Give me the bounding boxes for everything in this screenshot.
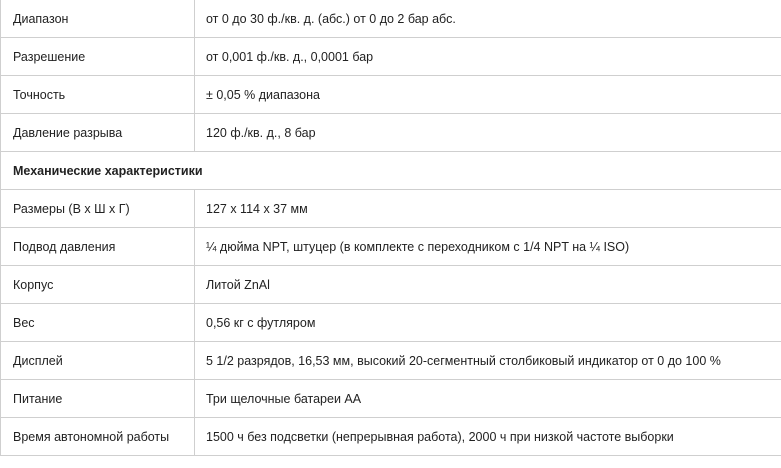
spec-row-resolution <box>1 38 781 76</box>
spec-value: от 0,001 ф./кв. д., 0,0001 бар <box>195 38 781 76</box>
spec-value: 5 1/2 разрядов, 16,53 мм, высокий 20-сегментный столбиковый индикатор от 0 до 100 % <box>195 342 781 380</box>
spec-row-dimensions <box>1 190 781 228</box>
spec-row-range <box>1 0 781 38</box>
spec-value: ¼ дюйма NPT, штуцер (в комплекте с переходником с 1/4 NPT на ¼ ISO) <box>195 228 781 266</box>
spec-row-burst-pressure <box>1 114 781 152</box>
section-header-mechanical <box>1 152 781 190</box>
spec-label: Питание <box>1 380 195 418</box>
spec-label: Дисплей <box>1 342 195 380</box>
spec-label: Размеры (В x Ш x Г) <box>1 190 195 228</box>
spec-row-power <box>1 380 781 418</box>
spec-value: 120 ф./кв. д., 8 бар <box>195 114 781 152</box>
spec-value: 1500 ч без подсветки (непрерывная работа), 2000 ч при низкой частоте выборки <box>195 418 781 456</box>
section-title: Механические характеристики <box>1 152 781 190</box>
spec-value: Литой ZnAl <box>195 266 781 304</box>
spec-label: Диапазон <box>1 0 195 38</box>
spec-row-weight <box>1 304 781 342</box>
spec-label: Корпус <box>1 266 195 304</box>
spec-row-display <box>1 342 781 380</box>
spec-row-battery-life <box>1 418 781 456</box>
spec-value: ± 0,05 % диапазона <box>195 76 781 114</box>
spec-label: Подвод давления <box>1 228 195 266</box>
spec-value: Три щелочные батареи AA <box>195 380 781 418</box>
spec-label: Время автономной работы <box>1 418 195 456</box>
spec-row-pressure-connection <box>1 228 781 266</box>
spec-value: 0,56 кг с футляром <box>195 304 781 342</box>
spec-label: Давление разрыва <box>1 114 195 152</box>
spec-row-accuracy <box>1 76 781 114</box>
spec-label: Точность <box>1 76 195 114</box>
spec-value: от 0 до 30 ф./кв. д. (абс.) от 0 до 2 бар абс. <box>195 0 781 38</box>
spec-value: 127 x 114 x 37 мм <box>195 190 781 228</box>
spec-label: Вес <box>1 304 195 342</box>
spec-row-housing <box>1 266 781 304</box>
spec-label: Разрешение <box>1 38 195 76</box>
